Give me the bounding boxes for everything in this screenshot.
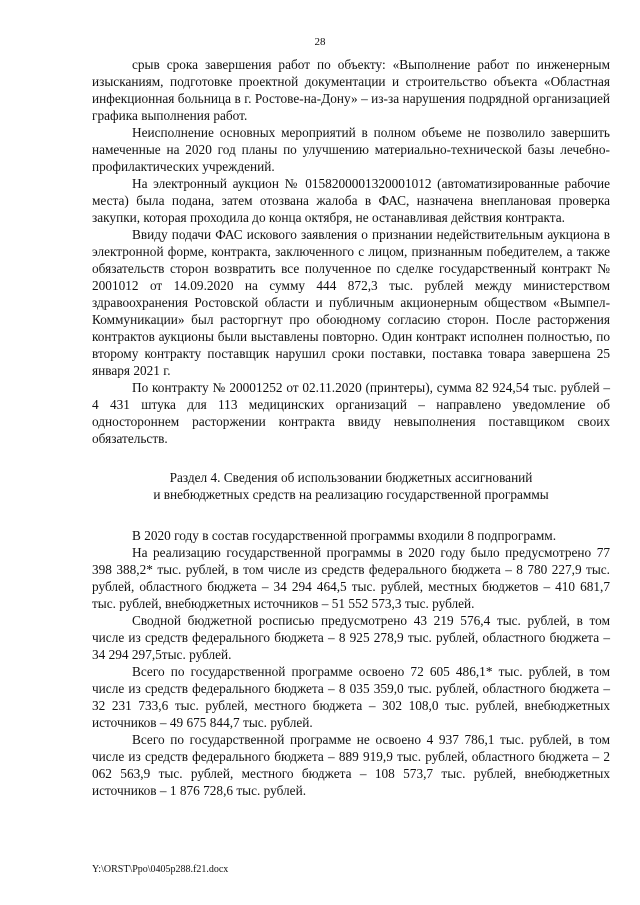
footer-file-path: Y:\ORST\Ppo\0405p288.f21.docx: [92, 864, 229, 875]
section-heading: [92, 469, 610, 503]
paragraph: срыв срока завершения работ по объекту: «Выполнение работ по инженерным изысканиям, подготовке проектной документации и строительство объекта «Областная инфекционная больница в г. Ростове-на-Дону» – из-за нарушения подрядной организацией графика выполнения работ.: [92, 57, 610, 123]
paragraph: По контракту № 20001252 от 02.11.2020 (принтеры), сумма 82 924,54 тыс. рублей – 4 431 штука для 113 медицинских организаций – направлено уведомление об одностороннем расторжении контракта ввиду невыполнения поставщиком своих обязательств.: [92, 380, 610, 446]
paragraph: На электронный аукцион № 0158200001320001012 (автоматизированные рабочие места) была подана, затем отозвана жалоба в ФАС, назначена внеплановая проверка закупки, которая проходила до конца октября, не останавливая действия контракта.: [92, 176, 610, 225]
document-body: [92, 56, 610, 799]
paragraph: Ввиду подачи ФАС искового заявления о признании недействительным аукциона в электронной форме, контракта, заключенного с лицом, признанным победителем, а также обязательств сторон возвратить все полученное по сделке государственный контракт № 2001012 от 14.09.2020 на сумму 444 872,3 тыс. рублей между министерством здравоохранения Ростовской области и публичным акционерным обществом «Вымпел-Коммуникации» был расторгнут про обоюдному согласию сторон. После расторжения контрактов аукционы были выставлены повторно. Один контракт исполнен полностью, по второму контракту поставщик нарушил сроки поставки, поставка товара завершена 25 января 2021 г.: [92, 227, 610, 378]
paragraph: Неисполнение основных мероприятий в полном объеме не позволило завершить намеченные на 2020 год планы по улучшению материально-технической базы лечебно-профилактических учреждений.: [92, 125, 610, 174]
section-heading-line-1: Раздел 4. Сведения об использовании бюджетных ассигнований: [169, 470, 533, 485]
paragraph: Всего по государственной программе не освоено 4 937 786,1 тыс. рублей, в том числе из средств федерального бюджета – 889 919,9 тыс. рублей, областного бюджета – 2 062 563,9 тыс. рублей, местного бюджета – 108 573,7 тыс. рублей, внебюджетных источников – 1 876 728,6 тыс. рублей.: [92, 732, 610, 798]
paragraph: В 2020 году в состав государственной программы входили 8 подпрограмм.: [132, 528, 557, 543]
page-number: 28: [314, 36, 326, 48]
paragraph: Сводной бюджетной росписью предусмотрено 43 219 576,4 тыс. рублей, в том числе из средств федерального бюджета – 8 925 278,9 тыс. рублей, областного бюджета – 34 294 297,5тыс. рублей.: [92, 613, 610, 662]
section-heading-line-2: и внебюджетных средств на реализацию государственной программы: [153, 487, 549, 502]
paragraph: На реализацию государственной программы в 2020 году было предусмотрено 77 398 388,2* тыс. рублей, в том числе из средств федерального бюджета – 8 780 227,9 тыс. рублей, областного бюджета – 34 294 464,5 тыс. рублей, местных бюджетов – 410 681,7 тыс. рублей, внебюджетных источников – 51 552 573,3 тыс. рублей.: [92, 545, 610, 611]
paragraph: Всего по государственной программе освоено 72 605 486,1* тыс. рублей, в том числе из средств федерального бюджета – 8 035 359,0 тыс. рублей, областного бюджета –32 231 733,6 тыс. рублей, местного бюджета – 302 108,0 тыс. рублей, внебюджетных источников – 49 675 844,7 тыс. рублей.: [92, 664, 610, 730]
